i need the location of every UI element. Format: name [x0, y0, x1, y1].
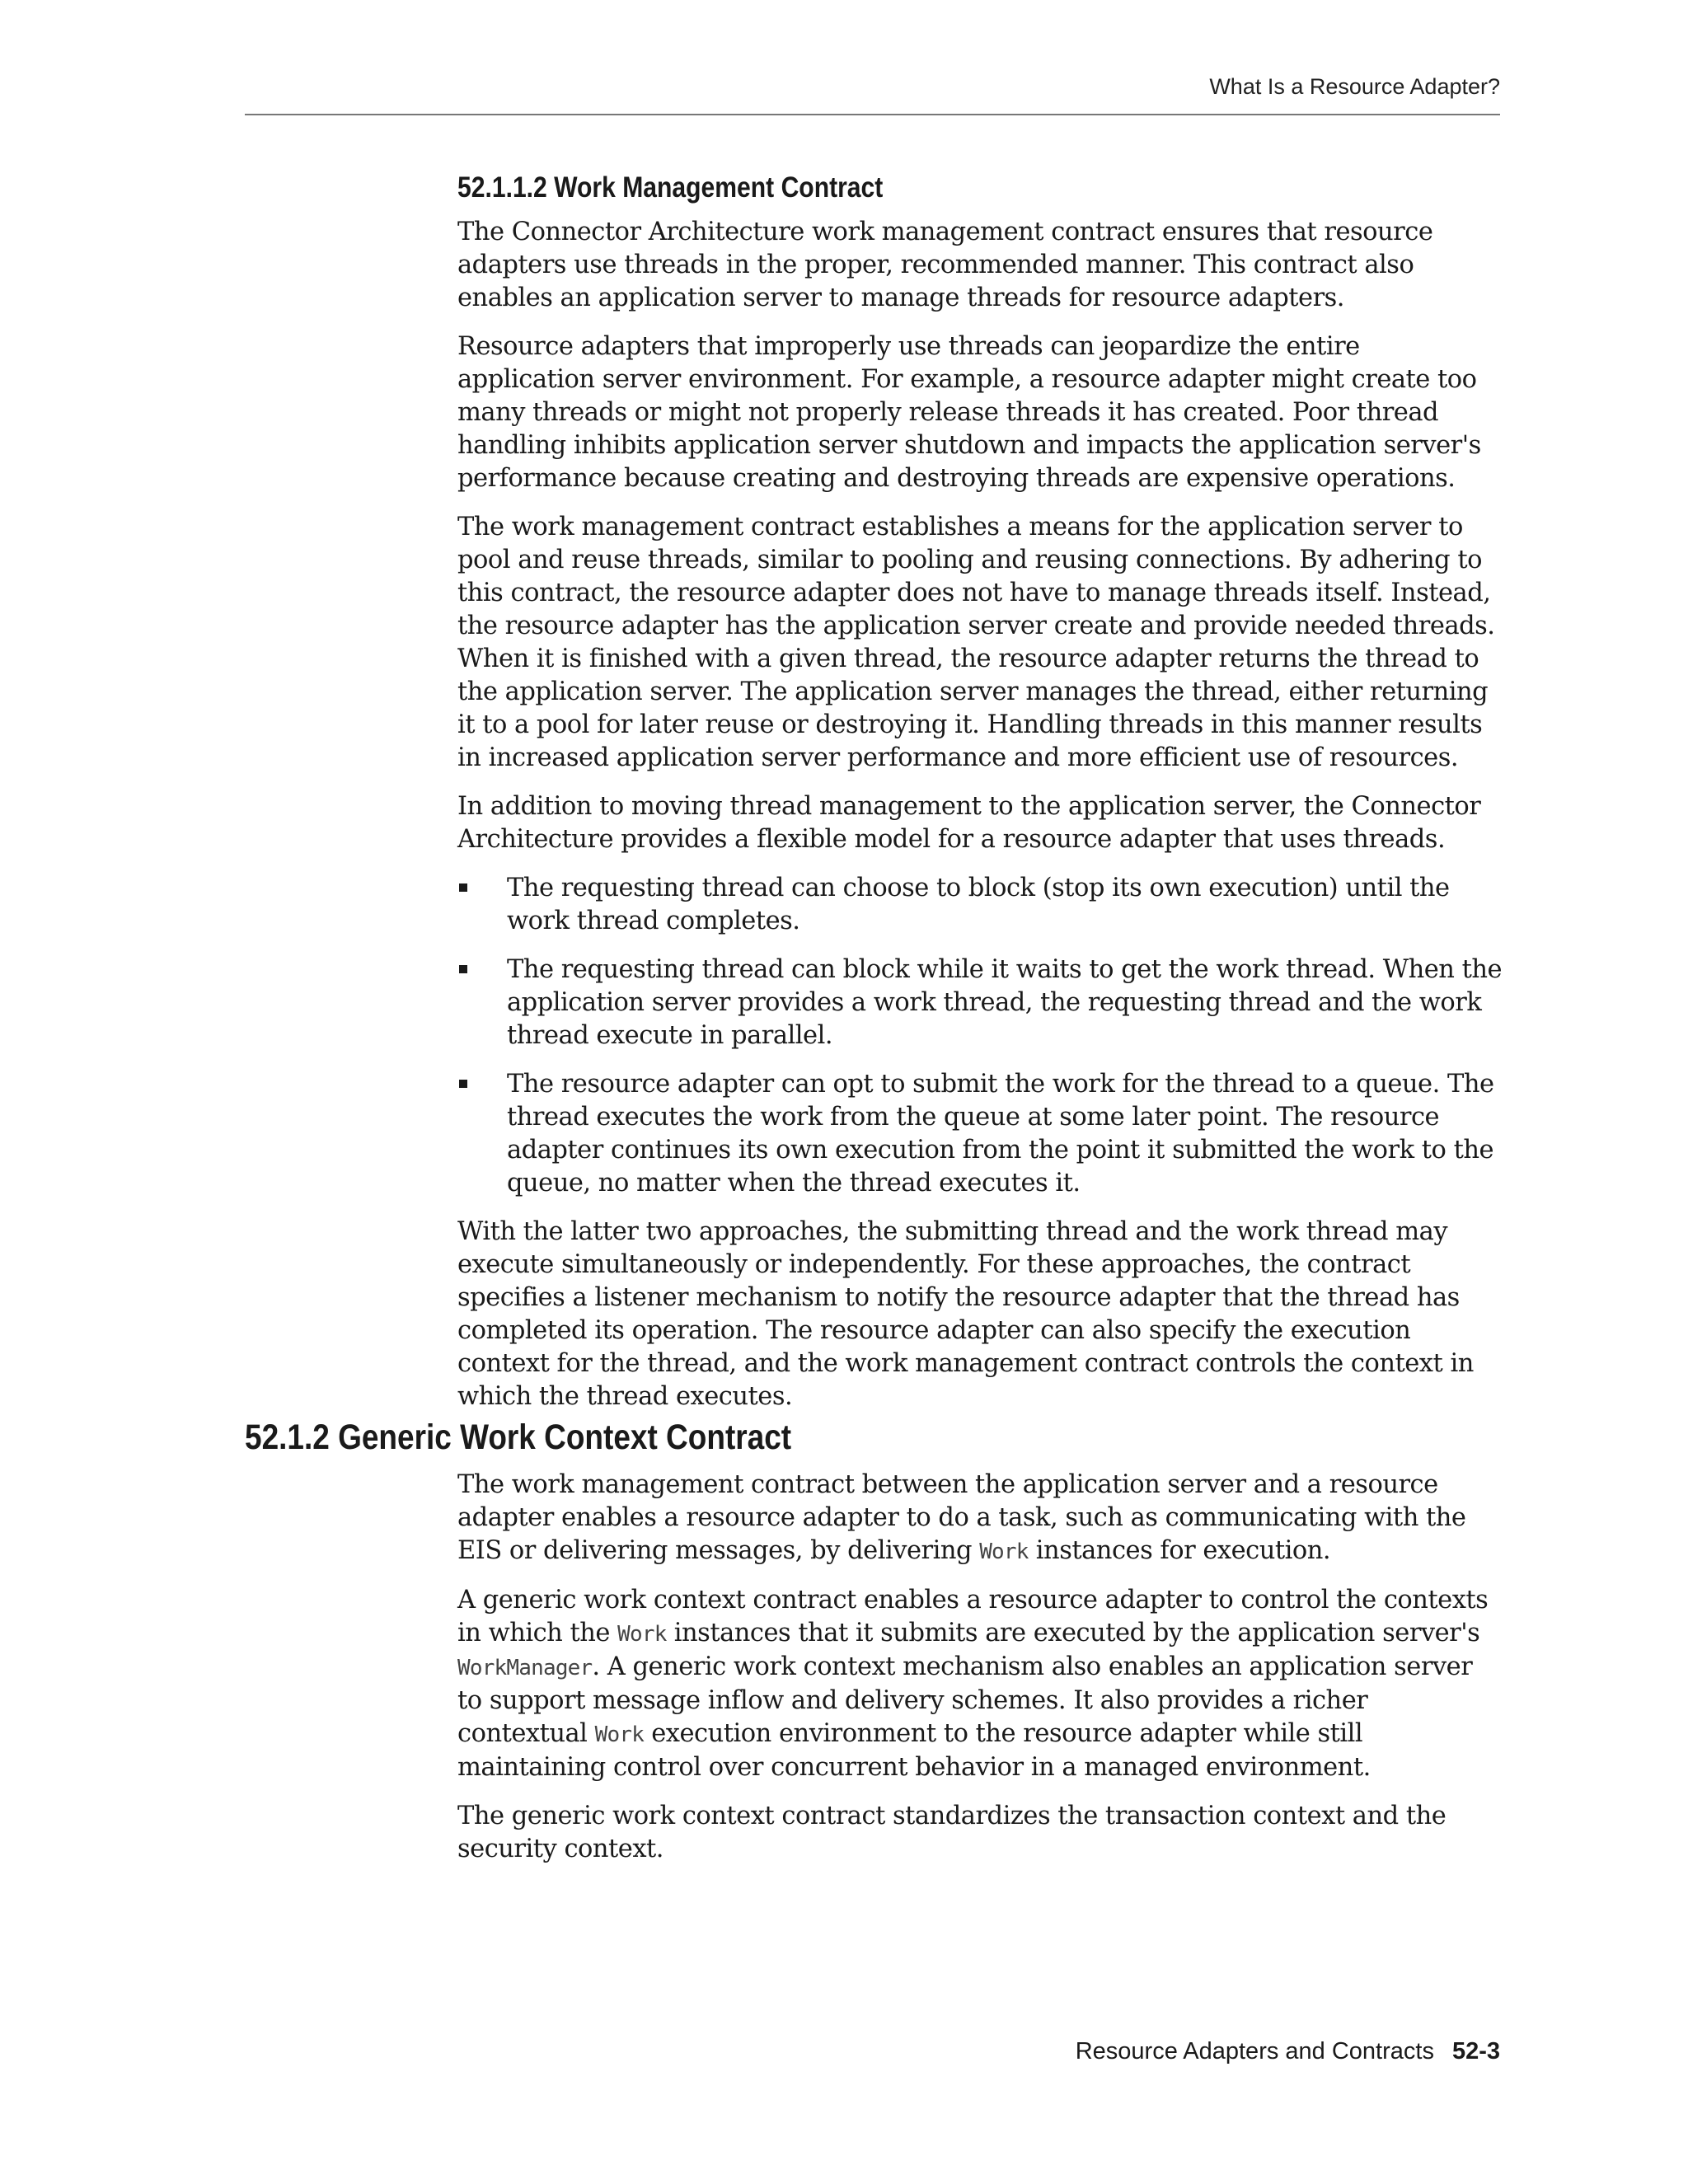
paragraph: With the latter two approaches, the submitting thread and the work thread may execute simultaneously or independently. For these approaches, the contract specifies a listener mechanism to notify the resource adapter that the thread has completed its operation. The resource adapter can also specify the execution context for the thread, and the work management contract controls the context in which the thread executes. [457, 1217, 1474, 1411]
section-body-generic-work-context [457, 1469, 1504, 1882]
section-heading-generic-work-context: 52.1.2 Generic Work Context Contract [245, 1418, 792, 1457]
list-item [457, 1068, 1504, 1200]
text-run: execution environment to the resource adapter while still maintaining control over concurrent behavior in a managed environment. [457, 1719, 1371, 1782]
paragraph: The Connector Architecture work management contract ensures that resource adapters use threads in the proper, recommended manner. This contract also enables an application server to manage threads for resource adapters. [457, 218, 1433, 312]
page-footer [1076, 2038, 1500, 2065]
paragraph: The work management contract establishes a means for the application server to pool and reuse threads, similar to pooling and reusing connections. By adhering to this contract, the resource adapter does not have to manage threads itself. Instead, the resource adapter has the application server create and provide needed threads. When it is finished with a given thread, the resource adapter returns the thread to the application server. The application server manages the thread, either returning it to a pool for later reuse or destroying it. Handling threads in this manner results in increased application server performance and more efficient use of resources. [457, 513, 1495, 772]
paragraph: Resource adapters that improperly use threads can jeopardize the entire application server environment. For example, a resource adapter might create too many threads or might not properly release threads it has created. Poor thread handling inhibits application server shutdown and impacts the application server's performance because creating and destroying threads are expensive operations. [457, 332, 1481, 493]
square-bullet-icon [459, 883, 467, 892]
bullet-list [457, 872, 1504, 1200]
paragraph [457, 1469, 1504, 1568]
text-run: The work management contract between the application server and a resource adapter enables a resource adapter to do a task, such as communicating with the EIS or delivering messages, by delivering [457, 1470, 1466, 1565]
header-rule [245, 114, 1500, 115]
square-bullet-icon [459, 1080, 467, 1088]
list-item [457, 954, 1504, 1052]
code-work: Work [617, 1622, 667, 1647]
paragraph: The generic work context contract standardizes the transaction context and the security context. [457, 1802, 1447, 1863]
list-item-text: The resource adapter can opt to submit the work for the thread to a queue. The thread executes the work from the queue at some later point. The resource adapter continues its own execution from the point it submitted the work to the queue, no matter when the thread executes it. [507, 1070, 1494, 1197]
list-item [457, 872, 1504, 938]
code-workmanager: WorkManager [457, 1656, 593, 1680]
square-bullet-icon [459, 965, 467, 973]
text-run: A generic work context contract enables a resource adapter to control the contexts in which the [457, 1586, 1489, 1647]
text-run: instances that it submits are executed by the application server's [666, 1619, 1480, 1647]
text-run: . A generic work context mechanism also enables an application server to support message inflow and delivery schemes. It also provides a richer contextual [457, 1652, 1473, 1748]
list-item-text: The requesting thread can choose to block (stop its own execution) until the work thread completes. [507, 874, 1450, 935]
page-number: 52-3 [1451, 2038, 1500, 2064]
footer-title: Resource Adapters and Contracts [1075, 2038, 1434, 2064]
section-body-work-management [457, 216, 1504, 1429]
section-heading-work-management: 52.1.1.2 Work Management Contract [457, 171, 884, 204]
running-header: What Is a Resource Adapter? [1209, 74, 1500, 99]
code-work: Work [979, 1540, 1029, 1564]
paragraph: In addition to moving thread management to the application server, the Connector Architecture provides a flexible model for a resource adapter that uses threads. [457, 792, 1481, 854]
text-run: instances for execution. [1028, 1536, 1331, 1565]
code-work: Work [594, 1722, 645, 1747]
list-item-text: The requesting thread can block while it waits to get the work thread. When the application server provides a work thread, the requesting thread and the work thread execute in parallel. [507, 955, 1503, 1050]
paragraph [457, 1584, 1504, 1784]
